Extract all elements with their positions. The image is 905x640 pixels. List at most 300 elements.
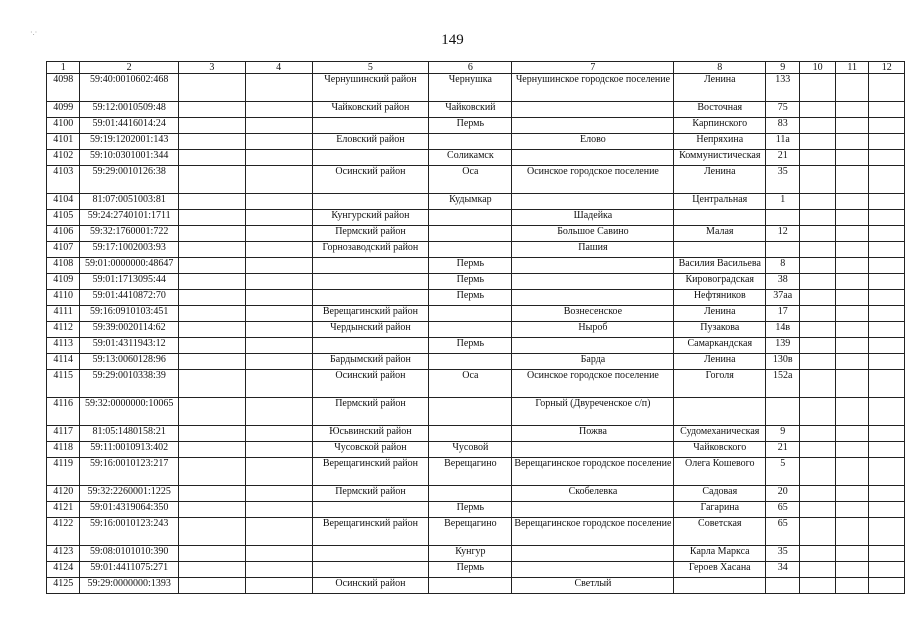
table-cell: 12 — [766, 226, 800, 242]
table-cell: 4121 — [47, 502, 80, 518]
table-cell — [835, 150, 869, 166]
table-cell: 59:29:0000000:1393 — [80, 578, 179, 594]
table-cell — [800, 338, 835, 354]
table-cell — [178, 354, 245, 370]
table-cell: Пермь — [429, 258, 512, 274]
table-cell: 59:29:0010338:39 — [80, 370, 179, 398]
table-cell: Чайковского — [674, 442, 766, 458]
table-cell — [800, 118, 835, 134]
table-cell: Пермь — [429, 562, 512, 578]
table-cell — [512, 194, 674, 210]
table-row — [47, 274, 905, 290]
table-cell — [312, 118, 429, 134]
table-cell — [429, 486, 512, 502]
table-cell — [178, 210, 245, 226]
table-cell — [869, 226, 905, 242]
table-cell — [178, 226, 245, 242]
table-cell: 133 — [766, 74, 800, 102]
table-cell: 1 — [766, 194, 800, 210]
table-cell — [245, 370, 312, 398]
table-cell: Осинский район — [312, 370, 429, 398]
column-header: 7 — [512, 62, 674, 74]
table-cell: Чернушинский район — [312, 74, 429, 102]
table-row — [47, 458, 905, 486]
table-cell: 59:24:2740101:1711 — [80, 210, 179, 226]
table-cell — [869, 578, 905, 594]
table-cell: Юсьвинский район — [312, 426, 429, 442]
table-cell — [869, 134, 905, 150]
table-cell: 4123 — [47, 546, 80, 562]
table-cell — [245, 398, 312, 426]
table-row — [47, 242, 905, 258]
table-cell — [512, 150, 674, 166]
table-cell: Пермь — [429, 290, 512, 306]
table-cell — [178, 118, 245, 134]
table-cell — [869, 502, 905, 518]
table-cell — [835, 258, 869, 274]
table-cell — [512, 102, 674, 118]
table-cell — [869, 322, 905, 338]
table-cell: 4122 — [47, 518, 80, 546]
table-cell: Самаркандская — [674, 338, 766, 354]
table-cell — [800, 210, 835, 226]
table-cell — [835, 290, 869, 306]
table-cell — [766, 210, 800, 226]
table-cell — [766, 242, 800, 258]
table-cell: Карла Маркса — [674, 546, 766, 562]
table-cell — [835, 242, 869, 258]
table-cell — [869, 150, 905, 166]
table-cell — [512, 338, 674, 354]
table-cell — [245, 274, 312, 290]
table-cell — [869, 426, 905, 442]
table-cell — [429, 134, 512, 150]
table-cell — [835, 442, 869, 458]
table-cell — [869, 486, 905, 502]
table-row — [47, 578, 905, 594]
table-row — [47, 338, 905, 354]
table-cell: 59:39:0020114:62 — [80, 322, 179, 338]
table-cell: Вознесенское — [512, 306, 674, 322]
table-cell — [512, 274, 674, 290]
table-cell: 38 — [766, 274, 800, 290]
table-cell — [869, 274, 905, 290]
table-cell — [869, 258, 905, 274]
table-cell — [835, 486, 869, 502]
table-cell — [835, 370, 869, 398]
table-cell: 59:19:1202001:143 — [80, 134, 179, 150]
table-cell — [178, 242, 245, 258]
table-cell — [800, 102, 835, 118]
table-cell — [869, 290, 905, 306]
table-cell — [429, 398, 512, 426]
table-cell: Кунгур — [429, 546, 512, 562]
table-cell: 21 — [766, 442, 800, 458]
table-cell — [245, 562, 312, 578]
table-cell: Пермь — [429, 118, 512, 134]
table-cell: 59:01:0000000:48647 — [80, 258, 179, 274]
table-cell: Ленина — [674, 306, 766, 322]
table-cell — [178, 486, 245, 502]
table-cell — [245, 166, 312, 194]
table-cell: Большое Савино — [512, 226, 674, 242]
table-cell — [766, 398, 800, 426]
table-cell: Советская — [674, 518, 766, 546]
table-cell: Коммунистическая — [674, 150, 766, 166]
table-cell — [766, 578, 800, 594]
table-cell — [245, 354, 312, 370]
table-cell: Верещагино — [429, 518, 512, 546]
table-cell: 59:29:0010126:38 — [80, 166, 179, 194]
table-cell: Пермь — [429, 338, 512, 354]
table-cell — [312, 562, 429, 578]
table-cell — [869, 518, 905, 546]
table-cell — [869, 306, 905, 322]
table-cell: Пермь — [429, 502, 512, 518]
table-cell: Непряхина — [674, 134, 766, 150]
table-cell — [674, 210, 766, 226]
column-header: 4 — [245, 62, 312, 74]
table-cell: 4108 — [47, 258, 80, 274]
table-cell: 5 — [766, 458, 800, 486]
table-cell — [800, 226, 835, 242]
table-cell: 4112 — [47, 322, 80, 338]
table-cell: Нефтяников — [674, 290, 766, 306]
table-cell — [835, 578, 869, 594]
table-cell — [800, 290, 835, 306]
table-cell: 75 — [766, 102, 800, 118]
table-cell — [800, 578, 835, 594]
table-row — [47, 194, 905, 210]
table-cell: 152а — [766, 370, 800, 398]
table-cell — [835, 118, 869, 134]
table-cell — [178, 562, 245, 578]
table-cell: Кировоградская — [674, 274, 766, 290]
table-cell: 37аа — [766, 290, 800, 306]
table-cell — [835, 546, 869, 562]
table-cell — [800, 442, 835, 458]
table-cell: 59:11:0010913:402 — [80, 442, 179, 458]
table-cell — [869, 546, 905, 562]
scan-artifact: ·.· — [30, 28, 38, 37]
table-row — [47, 546, 905, 562]
table-cell: Чердынский район — [312, 322, 429, 338]
table-cell: 35 — [766, 166, 800, 194]
table-cell: 14в — [766, 322, 800, 338]
table-cell — [800, 150, 835, 166]
table-cell: 20 — [766, 486, 800, 502]
table-cell — [178, 102, 245, 118]
table-cell — [178, 290, 245, 306]
table-row — [47, 210, 905, 226]
table-cell — [869, 458, 905, 486]
table-cell: 11а — [766, 134, 800, 150]
table-cell — [800, 306, 835, 322]
table-cell — [178, 458, 245, 486]
table-cell — [178, 578, 245, 594]
table-cell: Садовая — [674, 486, 766, 502]
table-cell: Верещагинский район — [312, 458, 429, 486]
table-cell: Олега Кошевого — [674, 458, 766, 486]
table-cell — [245, 426, 312, 442]
table-cell: Осинский район — [312, 578, 429, 594]
table-cell — [800, 518, 835, 546]
column-header: 5 — [312, 62, 429, 74]
table-cell — [429, 210, 512, 226]
table-row — [47, 226, 905, 242]
table-cell — [178, 426, 245, 442]
table-row — [47, 502, 905, 518]
table-cell — [245, 322, 312, 338]
page-number: 149 — [441, 32, 464, 48]
table-row — [47, 102, 905, 118]
table-cell — [800, 354, 835, 370]
table-cell — [835, 338, 869, 354]
column-header: 11 — [835, 62, 869, 74]
table-cell: 81:05:1480158:21 — [80, 426, 179, 442]
table-cell: Центральная — [674, 194, 766, 210]
table-cell — [835, 210, 869, 226]
table-cell: Горный (Двуреченское с/п) — [512, 398, 674, 426]
table-cell: 4114 — [47, 354, 80, 370]
table-row — [47, 322, 905, 338]
table-row — [47, 150, 905, 166]
table-cell — [312, 258, 429, 274]
table-cell — [178, 306, 245, 322]
table-cell: Пузакова — [674, 322, 766, 338]
table-cell: Ленина — [674, 354, 766, 370]
table-cell — [245, 502, 312, 518]
table-cell — [245, 578, 312, 594]
table-cell: 4111 — [47, 306, 80, 322]
table-cell: Пашия — [512, 242, 674, 258]
table-cell — [245, 486, 312, 502]
table-row — [47, 426, 905, 442]
table-cell — [245, 290, 312, 306]
table-cell — [178, 370, 245, 398]
table-cell — [800, 322, 835, 338]
table-cell — [312, 546, 429, 562]
table-cell — [429, 226, 512, 242]
table-cell: 59:01:4311943:12 — [80, 338, 179, 354]
table-cell — [245, 118, 312, 134]
table-cell: Карпинского — [674, 118, 766, 134]
table-cell: 4109 — [47, 274, 80, 290]
table-cell: Горнозаводский район — [312, 242, 429, 258]
table-cell: Бардымский район — [312, 354, 429, 370]
table-cell — [869, 338, 905, 354]
table-cell: 4118 — [47, 442, 80, 458]
table-cell — [178, 258, 245, 274]
table-cell — [245, 210, 312, 226]
table-row — [47, 486, 905, 502]
table-cell — [312, 194, 429, 210]
table-cell: 21 — [766, 150, 800, 166]
table-cell — [800, 546, 835, 562]
table-cell: 81:07:0051003:81 — [80, 194, 179, 210]
table-cell — [245, 546, 312, 562]
table-cell — [674, 578, 766, 594]
table-cell — [835, 322, 869, 338]
table-cell — [869, 210, 905, 226]
table-cell: Гагарина — [674, 502, 766, 518]
table-cell — [869, 562, 905, 578]
table-cell — [869, 442, 905, 458]
column-header: 2 — [80, 62, 179, 74]
column-header: 10 — [800, 62, 835, 74]
table-cell — [429, 322, 512, 338]
table-cell — [835, 306, 869, 322]
table-cell: 4107 — [47, 242, 80, 258]
table-cell — [835, 562, 869, 578]
table-cell — [800, 134, 835, 150]
table-cell — [869, 354, 905, 370]
table-cell: Елово — [512, 134, 674, 150]
table-cell: Верещагинское городское поселение — [512, 518, 674, 546]
table-cell: 59:01:4410872:70 — [80, 290, 179, 306]
table-cell — [835, 274, 869, 290]
table-cell: Оса — [429, 166, 512, 194]
table-cell: 17 — [766, 306, 800, 322]
table-cell: Осинское городское поселение — [512, 166, 674, 194]
table-cell — [178, 166, 245, 194]
table-cell: 34 — [766, 562, 800, 578]
table-cell — [512, 118, 674, 134]
table-cell: 4113 — [47, 338, 80, 354]
table-cell: 4110 — [47, 290, 80, 306]
table-cell: Верещагино — [429, 458, 512, 486]
table-row — [47, 518, 905, 546]
table-cell: Барда — [512, 354, 674, 370]
table-cell: 65 — [766, 518, 800, 546]
table-row — [47, 134, 905, 150]
table-cell: Шадейка — [512, 210, 674, 226]
table-cell — [178, 502, 245, 518]
table-cell — [869, 74, 905, 102]
table-cell: 59:01:4416014:24 — [80, 118, 179, 134]
table-cell: 59:16:0010123:217 — [80, 458, 179, 486]
table-cell — [178, 442, 245, 458]
table-cell: Верещагинский район — [312, 518, 429, 546]
table-cell — [245, 518, 312, 546]
column-header: 1 — [47, 62, 80, 74]
table-cell — [512, 290, 674, 306]
table-cell — [800, 74, 835, 102]
table-body — [47, 74, 905, 594]
table-cell — [869, 370, 905, 398]
table-cell — [835, 194, 869, 210]
table-cell: 4116 — [47, 398, 80, 426]
table-cell — [800, 166, 835, 194]
table-cell: 59:16:0910103:451 — [80, 306, 179, 322]
table-cell — [178, 150, 245, 166]
table-cell — [429, 426, 512, 442]
table-cell: 4098 — [47, 74, 80, 102]
table-cell: 83 — [766, 118, 800, 134]
table-row — [47, 118, 905, 134]
table-cell: Пожва — [512, 426, 674, 442]
table-cell — [178, 274, 245, 290]
table-cell — [800, 242, 835, 258]
table-cell — [869, 166, 905, 194]
table-cell: 9 — [766, 426, 800, 442]
table-cell: Ленина — [674, 74, 766, 102]
table-cell — [835, 102, 869, 118]
table-cell — [800, 486, 835, 502]
column-header: 12 — [869, 62, 905, 74]
table-cell: 59:08:0101010:390 — [80, 546, 179, 562]
column-header: 9 — [766, 62, 800, 74]
table-cell: Пермский район — [312, 398, 429, 426]
table-cell — [178, 322, 245, 338]
table-cell: 4101 — [47, 134, 80, 150]
table-cell: Чусовой — [429, 442, 512, 458]
table-cell — [245, 442, 312, 458]
table-cell — [800, 194, 835, 210]
table-row — [47, 290, 905, 306]
column-header: 3 — [178, 62, 245, 74]
table-cell — [245, 194, 312, 210]
table-cell — [800, 274, 835, 290]
table-cell: Пермский район — [312, 226, 429, 242]
table-cell — [512, 502, 674, 518]
table-row — [47, 354, 905, 370]
table-cell — [869, 118, 905, 134]
table-cell — [835, 502, 869, 518]
table-cell — [312, 502, 429, 518]
column-header: 8 — [674, 62, 766, 74]
table-cell: 59:01:4319064:350 — [80, 502, 179, 518]
table-cell — [800, 562, 835, 578]
table-cell — [512, 562, 674, 578]
table-cell: Оса — [429, 370, 512, 398]
table-cell: Малая — [674, 226, 766, 242]
table-cell: Соликамск — [429, 150, 512, 166]
table-cell: 59:32:2260001:1225 — [80, 486, 179, 502]
table-cell: 59:40:0010602:468 — [80, 74, 179, 102]
table-cell: 35 — [766, 546, 800, 562]
table-cell — [512, 546, 674, 562]
table-cell — [835, 74, 869, 102]
table-cell — [178, 74, 245, 102]
table-cell — [674, 398, 766, 426]
table-cell: Пермь — [429, 274, 512, 290]
table-cell: Героев Хасана — [674, 562, 766, 578]
table-cell — [245, 150, 312, 166]
column-header: 6 — [429, 62, 512, 74]
table-cell: Осинское городское поселение — [512, 370, 674, 398]
table-cell — [245, 102, 312, 118]
table-cell: 59:10:0301001:344 — [80, 150, 179, 166]
register-table — [46, 61, 905, 594]
table-cell: 4103 — [47, 166, 80, 194]
table-cell: Кунгурский район — [312, 210, 429, 226]
table-cell: Василия Васильева — [674, 258, 766, 274]
table-cell: Чусовской район — [312, 442, 429, 458]
table-cell: Восточная — [674, 102, 766, 118]
header-row — [47, 62, 905, 74]
table-cell — [245, 242, 312, 258]
table-cell — [245, 74, 312, 102]
table-cell — [429, 354, 512, 370]
table-cell: 8 — [766, 258, 800, 274]
table-cell: 4125 — [47, 578, 80, 594]
table-cell: Кудымкар — [429, 194, 512, 210]
table-cell: 4102 — [47, 150, 80, 166]
table-cell: 4106 — [47, 226, 80, 242]
table-row — [47, 74, 905, 102]
table-cell: 59:12:0010509:48 — [80, 102, 179, 118]
